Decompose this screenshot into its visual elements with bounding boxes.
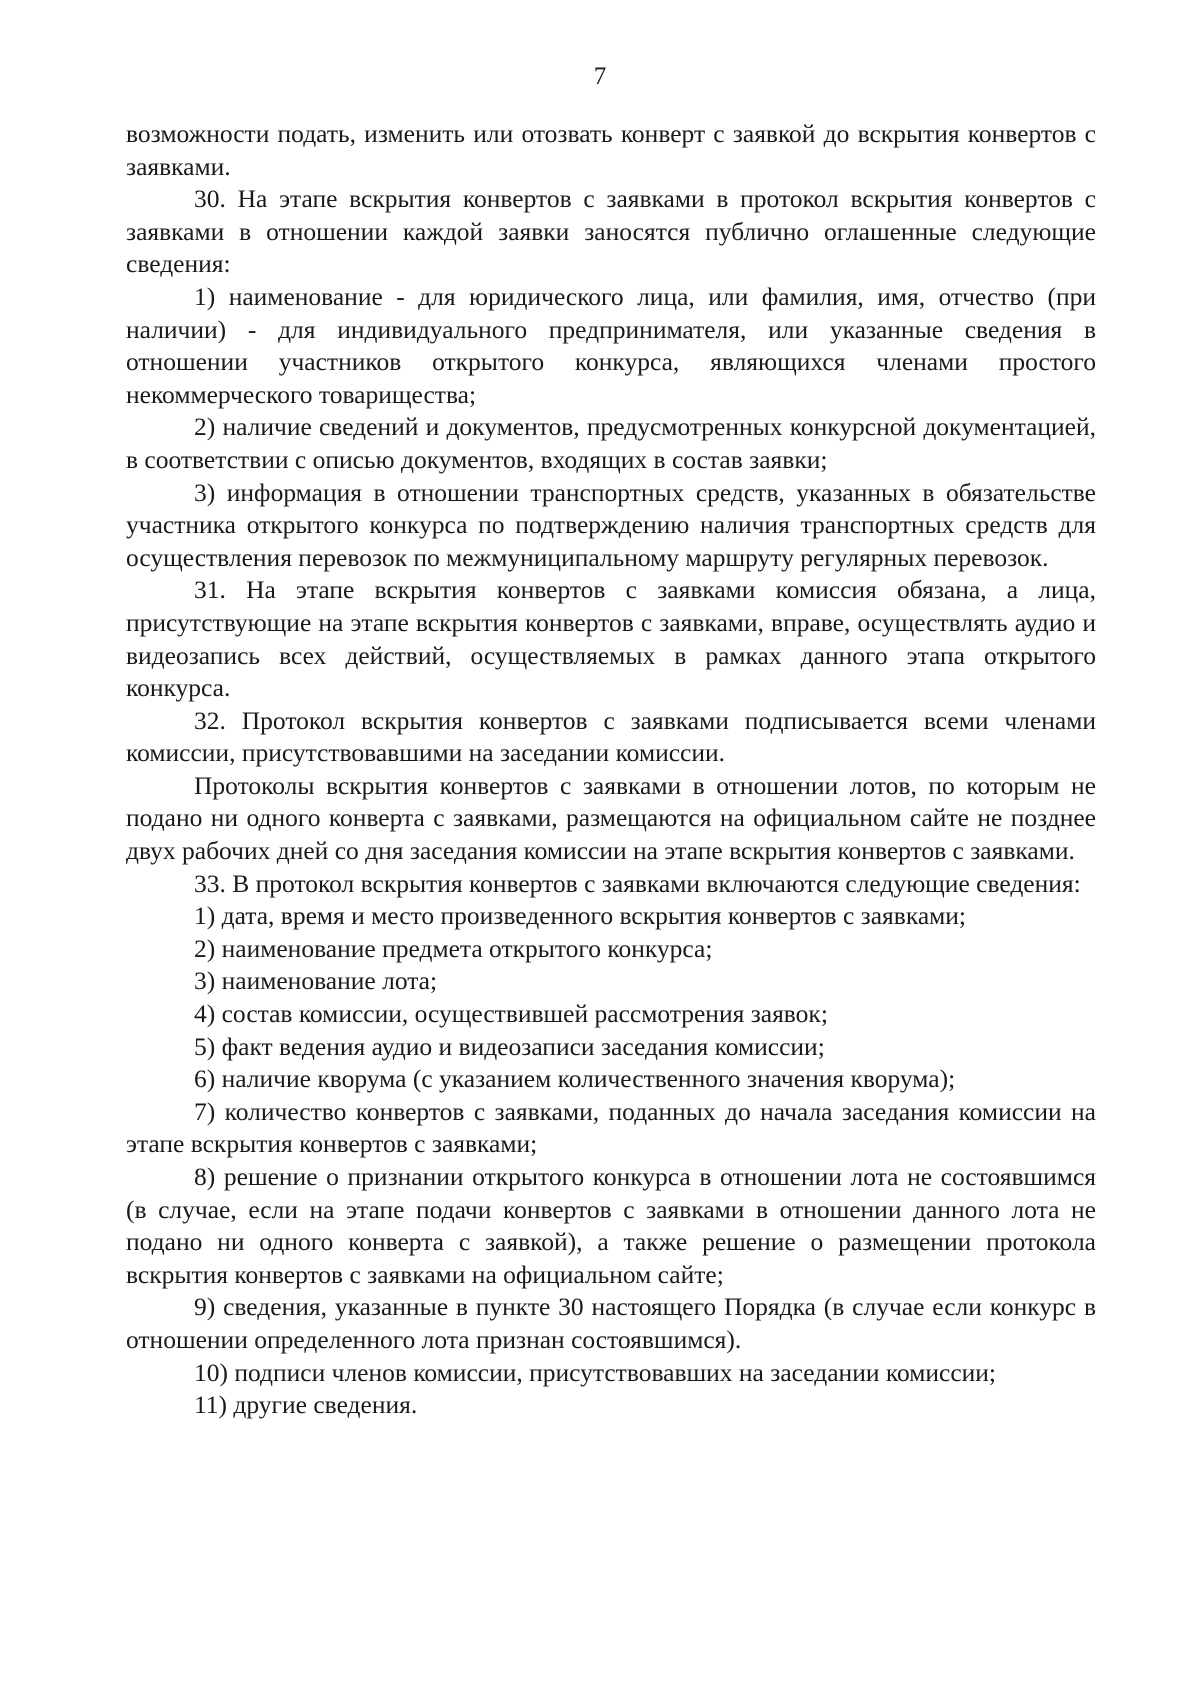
list-item-33-7: 7) количество конвертов с заявками, поданных до начала заседания комиссии на этапе вскрытия конвертов с заявками; bbox=[126, 1096, 1096, 1159]
paragraph-30: 30. На этапе вскрытия конвертов с заявками в протокол вскрытия конвертов с заявками в отношении каждой заявки заносятся публично оглашенные следующие сведения: bbox=[126, 184, 1096, 279]
list-item-33-11: 11) другие сведения. bbox=[194, 1390, 418, 1420]
list-item-30-1: 1) наименование - для юридического лица, или фамилия, имя, отчество (при наличии) - для индивидуального предпринимателя, или указанные сведения в отношении участников открытого конкурса, являющихся членами простого некоммерческого товарищества; bbox=[126, 281, 1096, 409]
paragraph-32: 32. Протокол вскрытия конвертов с заявками подписывается всеми членами комиссии, присутствовавшими на заседании комиссии. bbox=[126, 705, 1096, 768]
paragraph-33: 33. В протокол вскрытия конвертов с заявками включаются следующие сведения: bbox=[194, 868, 1081, 898]
paragraph-31: 31. На этапе вскрытия конвертов с заявками комиссия обязана, а лица, присутствующие на этапе вскрытия конвертов с заявками, вправе, осуществлять аудио и видеозапись всех действий, осуществляемых в рамках данного этапа открытого конкурса. bbox=[126, 575, 1096, 703]
list-item-33-6: 6) наличие кворума (с указанием количественного значения кворума); bbox=[194, 1064, 956, 1094]
list-item-33-4: 4) состав комиссии, осуществившей рассмотрения заявок; bbox=[194, 999, 828, 1029]
list-item-33-2: 2) наименование предмета открытого конкурса; bbox=[194, 933, 713, 963]
document-body bbox=[126, 118, 1096, 1422]
list-item-33-5: 5) факт ведения аудио и видеозаписи заседания комиссии; bbox=[194, 1031, 825, 1061]
list-item-30-3: 3) информация в отношении транспортных средств, указанных в обязательстве участника открытого конкурса по подтверждению наличия транспортных средств для осуществления перевозок по межмуниципальному маршруту регулярных перевозок. bbox=[126, 477, 1096, 572]
list-item-30-2: 2) наличие сведений и документов, предусмотренных конкурсной документацией, в соответствии с описью документов, входящих в состав заявки; bbox=[126, 412, 1096, 474]
paragraph-32-protocols: Протоколы вскрытия конвертов с заявками в отношении лотов, по которым не подано ни одного конверта с заявками, размещаются на официальном сайте не позднее двух рабочих дней со дня заседания комиссии на этапе вскрытия конвертов с заявками. bbox=[126, 770, 1096, 866]
list-item-33-9: 9) сведения, указанные в пункте 30 настоящего Порядка (в случае если конкурс в отношении определенного лота признан состоявшимся). bbox=[126, 1292, 1096, 1354]
paragraph-continuation: возможности подать, изменить или отозвать конверт с заявкой до вскрытия конвертов с заявками. bbox=[126, 119, 1096, 181]
list-item-33-1: 1) дата, время и место произведенного вскрытия конвертов с заявками; bbox=[194, 901, 967, 931]
list-item-33-8: 8) решение о признании открытого конкурса в отношении лота не состоявшимся (в случае, если на этапе подачи конвертов с заявками в отношении данного лота не подано ни одного конверта с заявкой), а также решение о размещении протокола вскрытия конвертов с заявками на официальном сайте; bbox=[126, 1162, 1096, 1289]
list-item-33-10: 10) подписи членов комиссии, присутствовавших на заседании комиссии; bbox=[194, 1357, 997, 1387]
page-number: 7 bbox=[593, 63, 607, 90]
list-item-33-3: 3) наименование лота; bbox=[194, 966, 438, 996]
